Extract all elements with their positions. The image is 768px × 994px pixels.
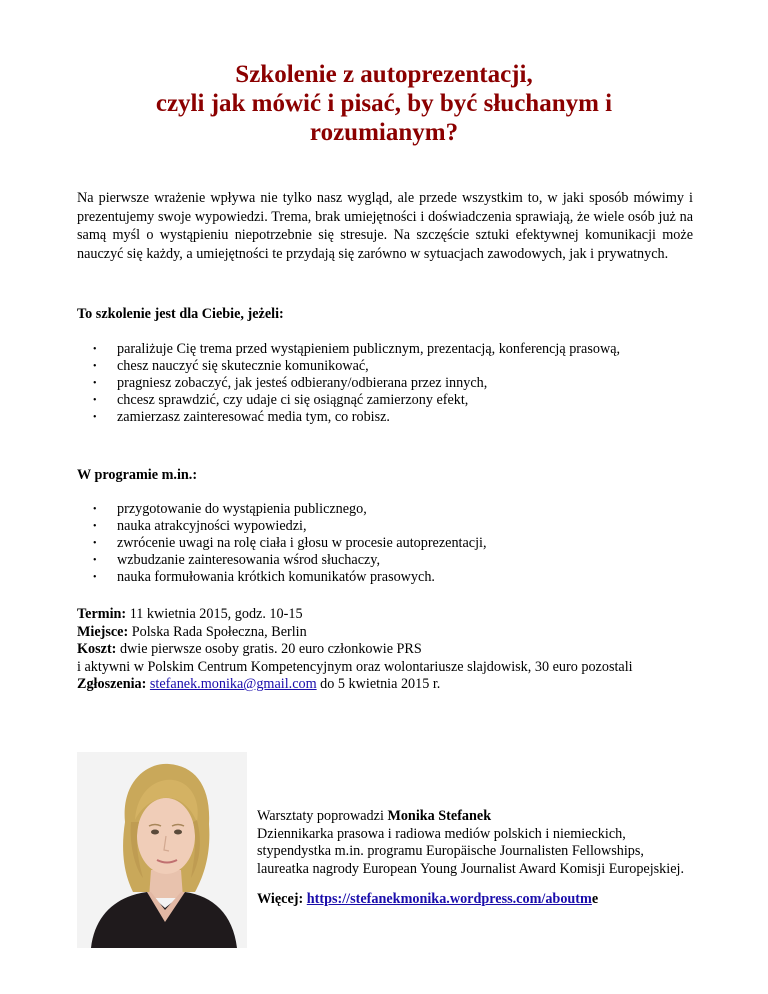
bullet-icon: •	[93, 395, 97, 406]
cost-label: Koszt:	[77, 641, 117, 657]
bio-intro: Warsztaty poprowadzi	[257, 808, 388, 824]
signup-row	[77, 676, 717, 694]
program-list	[93, 501, 487, 586]
page-title	[80, 60, 688, 147]
bio-intro-line	[257, 808, 697, 826]
profile-link[interactable]: https://stefanekmonika.wordpress.com/aboutm	[306, 891, 592, 907]
signup-label: Zgłoszenia:	[77, 676, 147, 692]
bullet-icon: •	[93, 572, 97, 583]
list-item: • nauka atrakcyjności wypowiedzi,	[93, 518, 307, 534]
term-value: 11 kwietnia 2015, godz. 10-15	[126, 606, 303, 622]
cost-row	[77, 641, 717, 659]
list-item: • nauka formułowania krótkich komunikatów prasowych.	[93, 569, 435, 585]
title-line-3: rozumianym?	[309, 119, 459, 146]
bullet-icon: •	[93, 504, 97, 515]
place-label: Miejsce:	[77, 623, 129, 640]
bio-text: Dziennikarka prasowa i radiowa mediów polskich i niemieckich, stypendystka m.in. programu Europäische Journalisten Fellowships, laureatka nagrody European Young Journalist Award Komisji Europejskiej.	[257, 825, 685, 877]
bullet-icon: •	[93, 538, 97, 549]
list-item: • zamierzasz zainteresować media tym, co robisz.	[93, 409, 390, 425]
intro-paragraph: Na pierwsze wrażenie wpływa nie tylko nasz wygląd, ale przede wszystkim to, w jaki sposób mówimy i prezentujemy swoje wypowiedzi. Trema, brak umiejętności i doświadczenia sprawiają, że wiele osób już na samą myśl o wystąpieniu niepotrzebnie się stresuje. Na szczęście sztuki efektywnej komunikacji może nauczyć się każdy, a umiejętności te przydają się zarówno w sytuacjach zawodowych, jak i prywatnych.	[77, 190, 693, 262]
term-label: Termin:	[77, 606, 127, 622]
more-info-row	[257, 891, 697, 909]
list-item: • chcesz sprawdzić, czy udaje ci się osiągnąć zamierzony efekt,	[93, 392, 469, 408]
more-label: Więcej:	[257, 891, 307, 907]
list-item: • chesz nauczyć się skutecznie komunikować,	[93, 358, 369, 374]
cost-value: dwie pierwsze osoby gratis. 20 euro członkowie PRS	[116, 641, 422, 657]
place-value: Polska Rada Społeczna, Berlin	[128, 623, 307, 640]
bullet-icon: •	[93, 521, 97, 532]
bullet-icon: •	[93, 555, 97, 566]
list-item: • zwrócenie uwagi na rolę ciała i głosu w procesie autoprezentacji,	[93, 535, 487, 551]
profile-link-suffix: e	[591, 891, 599, 907]
signup-deadline: do 5 kwietnia 2015 r.	[316, 676, 441, 692]
bullet-icon: •	[93, 344, 97, 355]
portrait-image	[77, 752, 247, 948]
term-row	[77, 606, 717, 624]
trainer-photo	[77, 752, 247, 948]
trainer-bio	[257, 808, 697, 909]
for-you-heading: To szkolenie jest dla Ciebie, jeżeli:	[77, 306, 284, 322]
bullet-icon: •	[93, 361, 97, 372]
event-details	[77, 606, 717, 694]
place-row	[77, 624, 717, 642]
list-item: • paraliżuje Cię trema przed wystąpieniem publicznym, prezentacją, konferencją prasową,	[93, 341, 621, 357]
for-you-list	[93, 341, 620, 426]
program-heading: W programie m.in.:	[77, 467, 198, 483]
bullet-icon: •	[93, 378, 97, 389]
list-item: • przygotowanie do wystąpienia publicznego,	[93, 501, 367, 517]
cost-row-continued: i aktywni w Polskim Centrum Kompetencyjnym oraz wolontariusze slajdowisk, 30 euro pozostali	[77, 658, 633, 675]
title-line-1: Szkolenie z autoprezentacji,	[235, 61, 533, 88]
title-line-2: czyli jak mówić i pisać, by być słuchanym i	[155, 90, 613, 117]
list-item: • wzbudzanie zainteresowania wśrod słuchaczy,	[93, 552, 381, 568]
trainer-name: Monika Stefanek	[387, 808, 492, 824]
bullet-icon: •	[93, 412, 97, 423]
signup-email-link[interactable]: stefanek.monika@gmail.com	[149, 676, 317, 692]
list-item: • pragniesz zobaczyć, jak jesteś odbierany/odbierana przez innych,	[93, 375, 488, 391]
